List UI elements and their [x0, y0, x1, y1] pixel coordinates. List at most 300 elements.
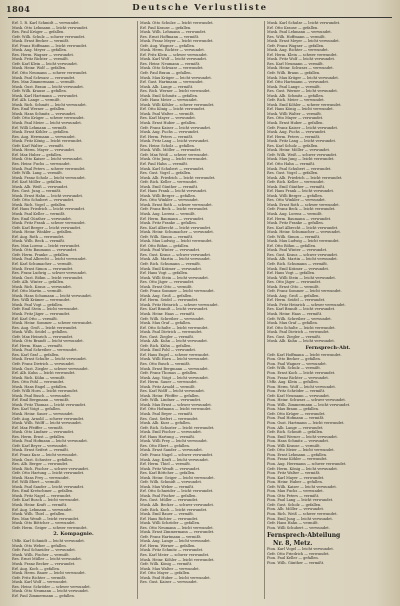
list-entry: Gefr. Rich. Kühn — gefallen. — [140, 343, 192, 348]
list-entry: Pion. Alb. Lange — verwundet. — [267, 425, 324, 430]
running-title: Deutsche Verlustliste — [132, 3, 268, 13]
list-entry: Gefr. Herm. Franke — gefallen. — [12, 252, 70, 257]
list-entry: Erf. Hans Frank — leicht verwundet. — [140, 189, 208, 194]
list-entry: Gefr. Alb. Winter — gefallen. — [12, 280, 65, 285]
list-entry: Musk. Paul Schwarz — verwundet. — [12, 75, 76, 80]
list-entry: Pion. Otto Becker — gefallen. — [267, 357, 321, 362]
list-entry: Musk. Rich. Vogel — gefallen. — [12, 202, 67, 207]
list-entry: Musk. Herm. Bauer — leicht verwundet. — [12, 571, 86, 576]
text-columns — [10, 21, 392, 599]
list-entry: Musk. Max Walter — verwundet. — [140, 566, 200, 571]
list-entry: Res. Emil Werner — gefallen. — [12, 107, 66, 112]
list-entry: Erf. Otto Schulte — leicht verwundet. — [267, 325, 336, 330]
list-entry: Gefr. Wilh. Schulz — vermißt. — [267, 366, 321, 371]
list-entry: Erf. Aug. Roth — verwundet. — [12, 234, 65, 239]
list-entry: Res. Rich. Werner — leicht verwundet. — [140, 89, 211, 94]
list-entry: Gefr. Max Heinrich — verwundet. — [12, 334, 74, 339]
list-entry: Musk. Alb. Weiß — verwundet. — [12, 184, 69, 189]
list-entry: Musk. Aug. Fuchs — verwundet. — [140, 130, 200, 135]
list-entry: Gefr. Franz Wagner — gefallen. — [267, 43, 325, 48]
list-entry: Gefr. Wilh. Lang — vermißt. — [12, 171, 63, 176]
list-entry: Musk. Ernst Otto — vermißt. — [267, 284, 320, 289]
list-entry: Gefr. Franz Thomas — gefallen. — [140, 371, 198, 376]
list-entry: Musk. Emil Günther — vermißt. — [267, 184, 326, 189]
list-entry: Gefr. Franz Sommer — leicht verwundet. — [267, 289, 342, 294]
list-entry: Musk. Karl Hartmann — verwundet. — [12, 93, 79, 98]
list-entry: Musk. Heinr. Schumacher — verwundet. — [267, 230, 341, 235]
list-entry: Musk. Fritz Jäger — verwundet. — [12, 312, 71, 316]
list-entry: Res. Karl Wolff — leicht verwundet. — [140, 389, 205, 394]
list-entry: Pion. Otto Peters — vermißt. — [267, 493, 320, 498]
list-entry: Musk. Aug. Kraft — leicht verwundet. — [140, 457, 209, 462]
list-entry: Musk. Rich. Kraus — verwundet. — [12, 284, 72, 289]
list-entry: Musk. Alb. Kuhn — leicht verwundet. — [267, 339, 335, 344]
list-entry: Erf. Max Pfeiffer — vermißt. — [12, 425, 64, 430]
list-entry: Musk. Heinr. Haas — vermißt. — [140, 312, 196, 316]
list-entry: Erf. Hans Frank — leicht verwundet. — [267, 189, 335, 194]
list-entry: Res. Karl Brandt — leicht verwundet. — [267, 307, 336, 312]
header-rule — [8, 17, 392, 18]
list-entry: Erf. Hans Hartung — vermißt. — [140, 434, 196, 439]
list-entry: Gefr. Franz Sommer — leicht verwundet. — [140, 289, 215, 294]
list-entry: Gefr. Gust. Scholz — gefallen. — [267, 502, 322, 507]
list-entry: Gefr. Otto Meier — leicht verwundet. — [267, 448, 335, 453]
list-entry: Musk. Aug. Lange — leicht verwundet. — [140, 539, 211, 544]
list-entry: Musk. Fritz Richter — vermißt. — [12, 57, 69, 62]
list-entry: Res. Otto Winkler — verwundet. — [267, 198, 326, 203]
list-entry: Musk. Paul Schubert — verwundet. — [267, 166, 332, 171]
list-entry: Res. Gust. Müller — verwundet. — [140, 498, 199, 503]
list-entry: Musk. Aug. Lorenz — vermißt. — [140, 211, 196, 216]
list-entry: Musk. Ernst Roth — schwer verwundet. — [140, 202, 213, 207]
list-entry: Erf. Alb. Kuhn — leicht verwundet. — [12, 371, 76, 376]
list-entry: Musk. Paul Lange — vermißt. — [267, 84, 321, 89]
list-entry: Res. Karl Scholz — gefallen. — [267, 143, 319, 148]
list-entry: Res. Otto Winkler — verwundet. — [140, 198, 199, 203]
list-entry: Pion. Rich. Weiß — schwer verwundet. — [267, 511, 338, 516]
list-entry: Res. Gust. Werner — leicht verwundet. — [267, 89, 338, 94]
list-entry: Musk. Paul Peters — schwer verwundet. — [12, 166, 86, 171]
list-entry: Erf. Hans Vogt — gefallen. — [267, 271, 316, 276]
list-entry: Erf. Aug. Koch — gefallen. — [12, 566, 61, 571]
list-entry: Musk. Ernst Hahn — leicht verwundet. — [12, 193, 84, 198]
list-entry: Gefr. Franz Kaiser — leicht verwundet. — [140, 125, 212, 130]
list-entry: Res. Heinr. Neumann — vermißt. — [140, 61, 201, 66]
page-number: 1804 — [6, 4, 31, 14]
list-entry: Res. Max Lorenz — leicht verwundet. — [12, 243, 81, 248]
list-entry: Gefr. Wilh. Braun — gefallen. — [267, 71, 321, 76]
list-entry: Pion. Wilh. Günther — vermißt. — [267, 560, 325, 565]
list-entry: Res. Heinr. Scholz — gefallen. — [140, 143, 195, 148]
unit-heading-number: Nr. 8, Metz. — [273, 539, 313, 547]
list-entry: Pion. Alb. Möller — verwundet. — [267, 507, 325, 512]
list-entry: Musk. Hans Engel — gefallen. — [12, 384, 68, 389]
list-entry: Musk. Ernst Schulte — leicht verwundet. — [12, 357, 88, 362]
list-entry: Res. Karl Brandt — leicht verwundet. — [140, 307, 209, 312]
list-entry: Gefr. Wilh. Lindner — verwundet. — [140, 398, 202, 403]
list-entry: Musk. Paul Sander — leicht verwundet. — [12, 484, 85, 489]
list-entry: Musk. Willi Horn — leicht verwundet. — [140, 357, 209, 362]
list-entry: Res. Karl Graf — gefallen. — [12, 352, 60, 357]
list-entry: Musk. Wilh. Seidel — gefallen. — [12, 330, 68, 335]
list-entry: Musk. Aug. Groß — gefallen. — [140, 293, 193, 298]
list-entry: Musk. Paul Keller — vermißt. — [12, 211, 66, 216]
list-entry: Musk. Fritz Schmitz — verwundet. — [140, 548, 204, 553]
list-entry: Gefr. Wilh. König — vermißt. — [140, 562, 193, 567]
list-entry: Gefr. Karl Busch — leicht verwundet. — [12, 498, 80, 503]
list-entry: Erf. Paul Krause — gefallen. — [140, 25, 192, 30]
list-entry: Musk. Willi Berger — gefallen. — [267, 193, 323, 198]
list-entry: Erf. Herm. Thiel — vermißt. — [140, 462, 191, 467]
list-entry: Musk. Paul Hofmann — leicht verwundet. — [12, 439, 88, 444]
list-entry: Erf. Hans Richter — verwundet. — [140, 516, 199, 521]
list-entry: Gefr. Karl Klein — leicht verwundet. — [12, 61, 79, 66]
list-entry: Musk. Paul Fischer — gefallen. — [140, 493, 197, 498]
list-entry: Pion. Franz Richter — verwundet. — [267, 375, 329, 380]
list-entry: Musk. Aug. Richter — verwundet. — [267, 48, 329, 53]
list-entry: Musk. Max Krüger — leicht verwundet. — [267, 75, 339, 80]
list-entry: Musk. Emil Pohl — verwundet. — [140, 348, 197, 353]
list-entry: Musk. Otto Baumann — verwundet. — [12, 248, 78, 253]
list-entry: Pion. Karl Vogel — leicht verwundet. — [267, 547, 334, 552]
list-entry: Res. Otto Ebert — gefallen. — [140, 443, 190, 448]
list-entry: Musk. Fritz Wolf — leicht verwundet. — [267, 57, 336, 62]
list-entry: Musk. Paul Albrecht — leicht verwundet. — [12, 257, 87, 262]
list-entry: Musk. Fritz Heinrich — schwer verwundet. — [140, 302, 219, 307]
list-entry: Erf. Herm. Peters — vermißt. — [267, 134, 321, 139]
list-entry: Gefr. Rich. Schumann — vermißt. — [267, 261, 328, 266]
list-entry: Res. Franz Ludwig — schwer verwundet. — [12, 271, 87, 276]
list-entry: Res. Karl Albrecht — leicht verwundet. — [267, 225, 339, 230]
list-entry: Musk. Paul Dietrich — verwundet. — [140, 330, 203, 335]
list-entry: Pion. Ernst Lehmann — gefallen. — [267, 452, 328, 457]
list-entry: Musk. Emil Krämer — verwundet. — [267, 266, 330, 271]
list-entry: Gefr. Karl Beyer — verwundet. — [12, 443, 68, 448]
list-entry: Gefr. Paul Braun — gefallen. — [140, 71, 192, 76]
list-entry: Gefr. Wilh. Simon — vermißt. — [267, 234, 321, 239]
list-entry: Musk. Alb. Friedrich — leicht verwundet. — [140, 175, 216, 180]
list-entry: Pion. Willi Krause — vermißt. — [267, 443, 321, 448]
list-entry: Musk. Heinr. Schumacher — verwundet. — [140, 230, 214, 235]
list-entry: Musk. Ernst Sander — verwundet. — [140, 448, 203, 453]
list-entry: Musk. Ernst Meyer — leicht verwundet. — [267, 39, 340, 44]
list-entry: Res. Karl Albrecht — leicht verwundet. — [140, 225, 212, 230]
list-entry: Musk. Fritz Franke — gefallen. — [267, 221, 324, 226]
column-3 — [264, 21, 391, 599]
list-entry: Res. Karl Neumann — vermißt. — [267, 61, 324, 66]
list-entry: Pion. Max Braun — gefallen. — [267, 407, 320, 412]
list-entry: Pion. Paul Hofmann — vermißt. — [267, 416, 325, 421]
list-entry: Gefr. Rich. Keller — verwundet. — [267, 180, 325, 185]
list-entry: Musk. Otto Lehmann — leicht verwundet. — [12, 25, 89, 30]
list-entry: Musk. Rich. Fischer — schwer verwundet. — [12, 466, 90, 471]
list-entry: Res. Gust. Ziegler — vermißt. — [140, 334, 195, 339]
list-entry: Erf. Karl Möller — gefallen. — [12, 180, 63, 185]
list-entry: Musk. Otto Kaiser — leicht verwundet. — [12, 157, 83, 162]
list-entry: Musk. Aug. Lorenz — vermißt. — [267, 211, 323, 216]
list-entry: Res. Karl Voigt — gefallen. — [12, 407, 61, 412]
list-entry: Musk. Fritz König — leicht verwundet. — [12, 139, 83, 144]
list-entry: Gefr. Rich. Schuster — leicht verwundet. — [140, 425, 215, 430]
list-entry: Gefr. Wilh. Weiß — schwer verwundet. — [267, 152, 338, 157]
list-entry: Musk. Gust. Schuster — gefallen. — [12, 457, 73, 462]
list-entry: Erf. Paul Hahn — vermißt. — [140, 161, 189, 166]
list-entry: Musk. Paul Walter — vermißt. — [140, 111, 195, 116]
list-entry: Gefr. Fritz Richter — vermißt. — [12, 575, 67, 580]
list-entry: Musk. Willi Berger — gefallen. — [140, 193, 196, 198]
list-entry: Res. Otto Busch — vermißt. — [140, 362, 191, 367]
list-entry: Musk. Otto Weber — gefallen. — [12, 543, 67, 548]
list-entry: Musk. Heinr. Wolf — gefallen. — [12, 66, 67, 71]
list-entry: Musk. Ernst Simon — verwundet. — [12, 266, 74, 271]
list-entry: Res. Emil Günther — verwundet. — [12, 216, 73, 221]
list-entry: Musk. Alb. Kuhn — leicht verwundet. — [140, 339, 208, 344]
list-entry: Musk. Willi Stein — leicht verwundet. — [267, 275, 336, 280]
list-entry: Res. Gust. Jung — vermißt. — [12, 189, 62, 194]
list-entry: Gefr. Wilh. Simon — vermißt. — [140, 234, 194, 239]
list-entry: Musk. Gust. Ziegler — schwer verwundet. — [12, 366, 89, 371]
list-entry: Res. Otto Pohl — verwundet. — [12, 380, 65, 385]
list-entry: Gefr. Rich. Schmitt — gefallen. — [267, 430, 324, 435]
list-entry: Musk. Max Krüger — leicht verwundet. — [140, 75, 212, 80]
list-entry: Erf. 1. R. Karl Schmidt — verwundet. — [12, 21, 80, 25]
list-entry: Musk. Franz Scholz — leicht verwundet. — [12, 175, 86, 180]
list-entry: Musk. Wilh. Fischer — vermißt. — [12, 552, 70, 557]
list-entry: Musk. Willi Schröder — gefallen. — [140, 521, 201, 526]
list-entry: Musk. Gust. Braun — leicht verwundet. — [12, 84, 85, 89]
list-entry: Musk. Ernst Köhler — gefallen. — [12, 130, 70, 135]
list-entry: Erf. Hans Friedrich — leicht verwundet. — [12, 207, 86, 212]
list-entry: Gefr. Hans Hahn — vermißt. — [267, 521, 319, 526]
list-entry: Gefr. Otto Krüger — schwer verwundet. — [12, 116, 85, 121]
list-entry: Musk. Karl Wolf — verwundet. — [12, 580, 68, 585]
list-entry: Musk. Alb. Lange — vermißt. — [140, 84, 194, 89]
list-entry: Musk. Paul Winter — verwundet. — [140, 248, 201, 253]
list-entry: Musk. Heinr. Kraft — vermißt. — [12, 502, 68, 507]
list-entry: Musk. Wilh. Thiel — gefallen. — [12, 512, 66, 517]
list-entry: Pion. Paul Wagner — verwundet. — [267, 361, 327, 366]
list-entry: Musk. Max Graf — gefallen. — [140, 321, 192, 326]
list-entry: Pion. Aug. Herrmann — schwer verwundet. — [267, 461, 347, 466]
list-entry: Gefr. Otto Krüger — verwundet. — [267, 411, 326, 416]
list-entry: Res. Gust. Seifert — verwundet. — [140, 416, 199, 421]
list-entry: Pion. Fritz Walter — vermißt. — [267, 471, 321, 476]
list-entry: Res. Aug. Herrmann — verwundet. — [12, 134, 76, 139]
list-entry: Musk. Wilh. Beck — vermißt. — [12, 239, 66, 244]
list-entry: Gefr. Aug. Arnold — schwer verwundet. — [12, 416, 85, 421]
list-entry: Pion. Paul Lang — leicht verwundet. — [267, 498, 334, 503]
list-entry: Musk. Wilh. Möller — verwundet. — [140, 148, 202, 153]
list-entry: Musk. Heinr. Köhler — leicht verwundet. — [140, 557, 215, 562]
list-entry: Musk. Hans Schmitz — verwundet. — [12, 111, 77, 116]
list-entry: Pion. Emil Werner — leicht verwundet. — [267, 434, 339, 439]
list-entry: Gefr. Franz Kaiser — leicht verwundet. — [267, 125, 339, 130]
list-entry: Res. Otto Jäger — verwundet. — [267, 280, 322, 285]
list-entry: Musk. Max Ernst — schwer verwundet. — [140, 402, 212, 407]
list-entry: Erf. Hans Engel — schwer verwundet. — [140, 352, 210, 357]
list-entry: Musk. Otto Lindner — verwundet. — [12, 430, 75, 435]
list-entry: Musk. Max Graf — gefallen. — [267, 321, 319, 326]
list-entry: Erf. Franz Hoffmann — leicht verwundet. — [12, 43, 88, 48]
list-entry: Musk. Fritz Thomas — leicht verwundet. — [12, 402, 87, 407]
list-entry: Gefr. Rich. Koch — leicht verwundet. — [140, 507, 208, 512]
list-entry: Erf. Otto Mayer — gefallen. — [140, 571, 191, 576]
list-entry: Erf. Herm. Klein — schwer verwundet. — [267, 52, 338, 57]
list-entry: Erf. Gust. Hartmann — verwundet. — [140, 80, 204, 85]
list-entry: Musk. Wilh. Wolff — leicht verwundet. — [12, 421, 82, 426]
list-entry: Pion. Willi Schubert — verwundet. — [267, 525, 330, 530]
list-entry: Erf. Emil Bergmann — vermißt. — [12, 398, 70, 403]
list-entry: Erf. Otto Martin — vermißt. — [12, 289, 63, 294]
list-entry: Gefr. Karl Berger — leicht verwundet. — [12, 225, 82, 230]
list-entry: Gefr. Karl Neumann — verwundet. — [267, 393, 331, 398]
list-entry: Musk. Franz Becker — verwundet. — [12, 561, 76, 566]
list-entry: Gefr. Herm. König — leicht verwundet. — [267, 466, 338, 471]
list-entry: Erf. Max Huber — gefallen. — [12, 152, 63, 157]
list-entry: Erf. Otto Neumann — schwer verwundet. — [12, 71, 88, 76]
list-entry: Res. Herm. Ernst — gefallen. — [12, 434, 66, 439]
list-entry: Musk. Heinr. Möller — verwundet. — [267, 148, 331, 153]
list-entry: Pion. Ernst Koch — leicht verwundet. — [267, 371, 336, 376]
list-entry: Res. Willi Krämer — verwundet. — [12, 298, 71, 303]
list-entry: Musk. Ernst Bergmann — verwundet. — [140, 366, 209, 371]
list-entry: Gefr. Otto Friedrich — verwundet. — [267, 551, 330, 556]
list-entry: Res. Gust. Ziegler — vermißt. — [267, 334, 322, 339]
list-entry: Res. Aug. Groß — leicht verwundet. — [12, 325, 78, 330]
list-entry: Erf. Otto König — leicht verwundet. — [140, 107, 206, 112]
list-entry: Musk. Emil Günther — vermißt. — [140, 184, 199, 189]
list-entry: Musk. Ernst Becker — vermißt. — [12, 39, 70, 44]
list-entry: Erf. Willi Lehmann — vermißt. — [12, 125, 68, 130]
list-entry: Res. Max Zimmermann — vermißt. — [12, 80, 76, 85]
list-entry: Musk. Fritz Lang — leicht verwundet. — [267, 139, 337, 144]
list-entry: Musk. Fritz Lang — leicht verwundet. — [140, 139, 210, 144]
list-entry: Musk. Karl Schulze — leicht verwundet. — [267, 21, 341, 25]
list-entry: Pion. Emil Jung — leicht verwundet. — [267, 516, 333, 521]
section-heading: Fernsprech-Abt. — [305, 344, 351, 351]
list-entry: Musk. Otto Schulze — leicht verwundet. — [140, 21, 214, 25]
list-entry: Erf. Herm. Sauer — verwundet. — [140, 380, 198, 385]
list-entry: Musk. Herm. Richter — verwundet. — [140, 48, 205, 53]
list-entry: Erf. Herm. Werner — gefallen. — [140, 543, 196, 548]
list-entry: Musk. Alb. Schmitz — gefallen. — [267, 93, 324, 98]
list-entry: Musk. Otto Böttcher — verwundet. — [12, 521, 76, 526]
list-entry: Res. Gust. Vogel — gefallen. — [140, 171, 192, 176]
list-entry: Musk. Paul Meier — leicht verwundet. — [12, 121, 82, 126]
list-entry: Musk. Alb. Martin — leicht verwundet. — [140, 257, 211, 262]
list-entry: Erf. Hans Vogt — gefallen. — [140, 271, 189, 276]
list-entry: Erf. Paul Zimmermann — gefallen. — [12, 593, 75, 598]
list-entry: Musk. Willi Walter — vermißt. — [267, 111, 322, 116]
list-entry: Erf. Fritz Klein — schwer verwundet. — [140, 52, 208, 57]
list-entry: Musk. Willi Stein — leicht verwundet. — [140, 275, 209, 280]
list-entry: Musk. Max Ludwig — leicht verwundet. — [140, 239, 213, 244]
list-entry: Musk. Rich. Kühn — vermißt. — [12, 375, 66, 380]
list-entry: Gefr. Wilh. Schulz — schwer verwundet. — [12, 34, 86, 39]
list-entry: Erf. Herm. Seidel — verwundet. — [267, 298, 326, 303]
list-entry: Gefr. Rich. Meier — verwundet. — [267, 98, 325, 103]
list-entry: Musk. Alb. Martin — leicht verwundet. — [267, 257, 338, 262]
list-entry: Gefr. Franz Beck — leicht verwundet. — [140, 207, 209, 212]
list-entry: Musk. Paul Schreiber — verwundet. — [12, 348, 78, 353]
list-entry: Gefr. Aug. Wagner — gefallen. — [140, 43, 196, 48]
list-entry: Musk. Ernst Huber — gefallen. — [140, 121, 197, 126]
list-entry: Musk. Ernst Roth — schwer verwundet. — [267, 202, 340, 207]
list-entry: Musk. Wilh. Lehmann — verwundet. — [140, 30, 207, 35]
list-entry: Pion. Heinr. Huber — gefallen. — [267, 480, 323, 485]
list-entry: Utffz. Aug. Klein — gefallen. — [267, 380, 319, 385]
list-entry: Musk. Paul Dietrich — verwundet. — [267, 330, 330, 335]
list-entry: Musk. Hans Schumann — leicht verwundet. — [12, 293, 92, 298]
list-entry: Erf. Franz Kurz — leicht verwundet. — [12, 452, 78, 457]
list-entry: Erf. Willi Ebert — vermißt. — [12, 480, 61, 485]
list-entry: Musk. Fritz Wendt — verwundet. — [140, 466, 201, 471]
list-entry: Musk. Aug. Fuchs — verwundet. — [267, 130, 327, 135]
list-entry: Musk. Max Weber — vermißt. — [140, 484, 195, 489]
list-entry: Pion. Fritz Schröder — vermißt. — [267, 389, 326, 394]
list-entry: Pion. Gust. Hartmann — leicht verwundet. — [267, 421, 345, 426]
list-entry: Erf. Hans König — leicht verwundet. — [267, 107, 334, 112]
list-entry: Musk. Aug. Groß — gefallen. — [267, 293, 320, 298]
list-entry: Gefr. Franz Hartmann — vermißt. — [140, 534, 202, 539]
list-entry: Erf. Aug. Lehmann — verwundet. — [12, 507, 73, 512]
unit-heading: Fernsprech-Abteilung — [267, 532, 341, 540]
section-heading: 2. Kompagnie. — [53, 531, 94, 538]
list-entry: Pion. Hans Schmitz — verwundet. — [267, 439, 330, 444]
list-entry: Musk. Fritz Nagel — verwundet. — [12, 493, 72, 498]
list-entry: Gefr. Wilh. Schreiber — verwundet. — [267, 316, 332, 321]
list-entry: Musk. Paul Lehmann — verwundet. — [267, 30, 332, 35]
list-entry: Erf. Otto Hahn — vermißt. — [267, 161, 316, 166]
list-entry: Musk. Paul Huber — leicht verwundet. — [140, 575, 211, 580]
list-entry: Musk. Paul Winter — verwundet. — [267, 248, 328, 253]
column-2 — [137, 21, 264, 599]
list-entry: Musk. Ernst Otto — vermißt. — [140, 284, 193, 289]
list-entry: Pion. Heinr. Schwarz — schwer verwundet. — [267, 398, 346, 403]
list-entry: Musk. Fritz Heinrich — schwer verwundet. — [267, 302, 346, 307]
list-entry: Gefr. Willi Horn — leicht verwundet. — [12, 389, 79, 394]
list-entry: Res. Ernst Hoffmann — vermißt. — [140, 34, 200, 39]
list-entry: Musk. Otto Neumann — leicht verwundet. — [12, 589, 90, 594]
list-entry: Musk. Heinr. Pfeiffer — gefallen. — [140, 393, 200, 398]
list-entry: Res. Heinr. Schröder — schwer verwundet. — [12, 584, 91, 589]
list-entry: Musk. Fritz Frank — schwer verwundet. — [12, 221, 86, 226]
list-entry: Gefr. Otto Hartung — leicht verwundet. — [12, 471, 85, 476]
list-entry: Erf. Otto Schulte — leicht verwundet. — [140, 325, 209, 330]
list-entry: Musk. Otto Schwarz — verwundet. — [140, 66, 204, 71]
list-entry: Gefr. Herm. Geiger — schwer verwundet. — [12, 525, 88, 530]
list-entry: Erf. Karl Otto — vermißt. — [12, 316, 58, 321]
list-entry: Gefr. Rich. Keller — verwundet. — [140, 180, 198, 185]
list-entry: Musk. Emil Fischer — verwundet. — [140, 430, 202, 435]
list-entry: Pion. Max Fuchs — verwundet. — [267, 489, 324, 494]
list-entry: Res. Paul Krüger — gefallen. — [12, 30, 65, 35]
list-entry: Gefr. Paul Schneider — verwundet. — [12, 548, 76, 553]
list-entry: Res. Gust. Kraus — schwer verwundet. — [267, 252, 339, 257]
list-entry: Res. Alb. Berger — verwundet. — [12, 462, 69, 467]
list-entry: Gefr. Emil Stein — leicht verwundet. — [12, 307, 79, 312]
list-entry: Musk. Karl Wolf — leicht verwundet. — [140, 57, 208, 62]
list-entry: Erf. Herm. Baumann — verwundet. — [267, 216, 332, 221]
list-entry: Pion. Paul Keller — gefallen. — [267, 556, 319, 561]
list-entry: Musk. Heinr. Geiger — leicht verwundet. — [140, 475, 215, 480]
list-entry: Musk. Otto Jung — leicht verwundet. — [140, 157, 208, 162]
list-entry: Musk. Alb. Friedrich — leicht verwundet. — [267, 175, 343, 180]
list-entry: Erf. Otto Böhm — gefallen. — [140, 243, 190, 248]
list-entry: Gefr. Hans Meier — verwundet. — [140, 98, 198, 103]
list-entry: Gefr. Wilh. Kaiser — leicht verwundet. — [267, 484, 337, 489]
list-entry: Musk. Otto Brandt — leicht verwundet. — [12, 339, 84, 344]
